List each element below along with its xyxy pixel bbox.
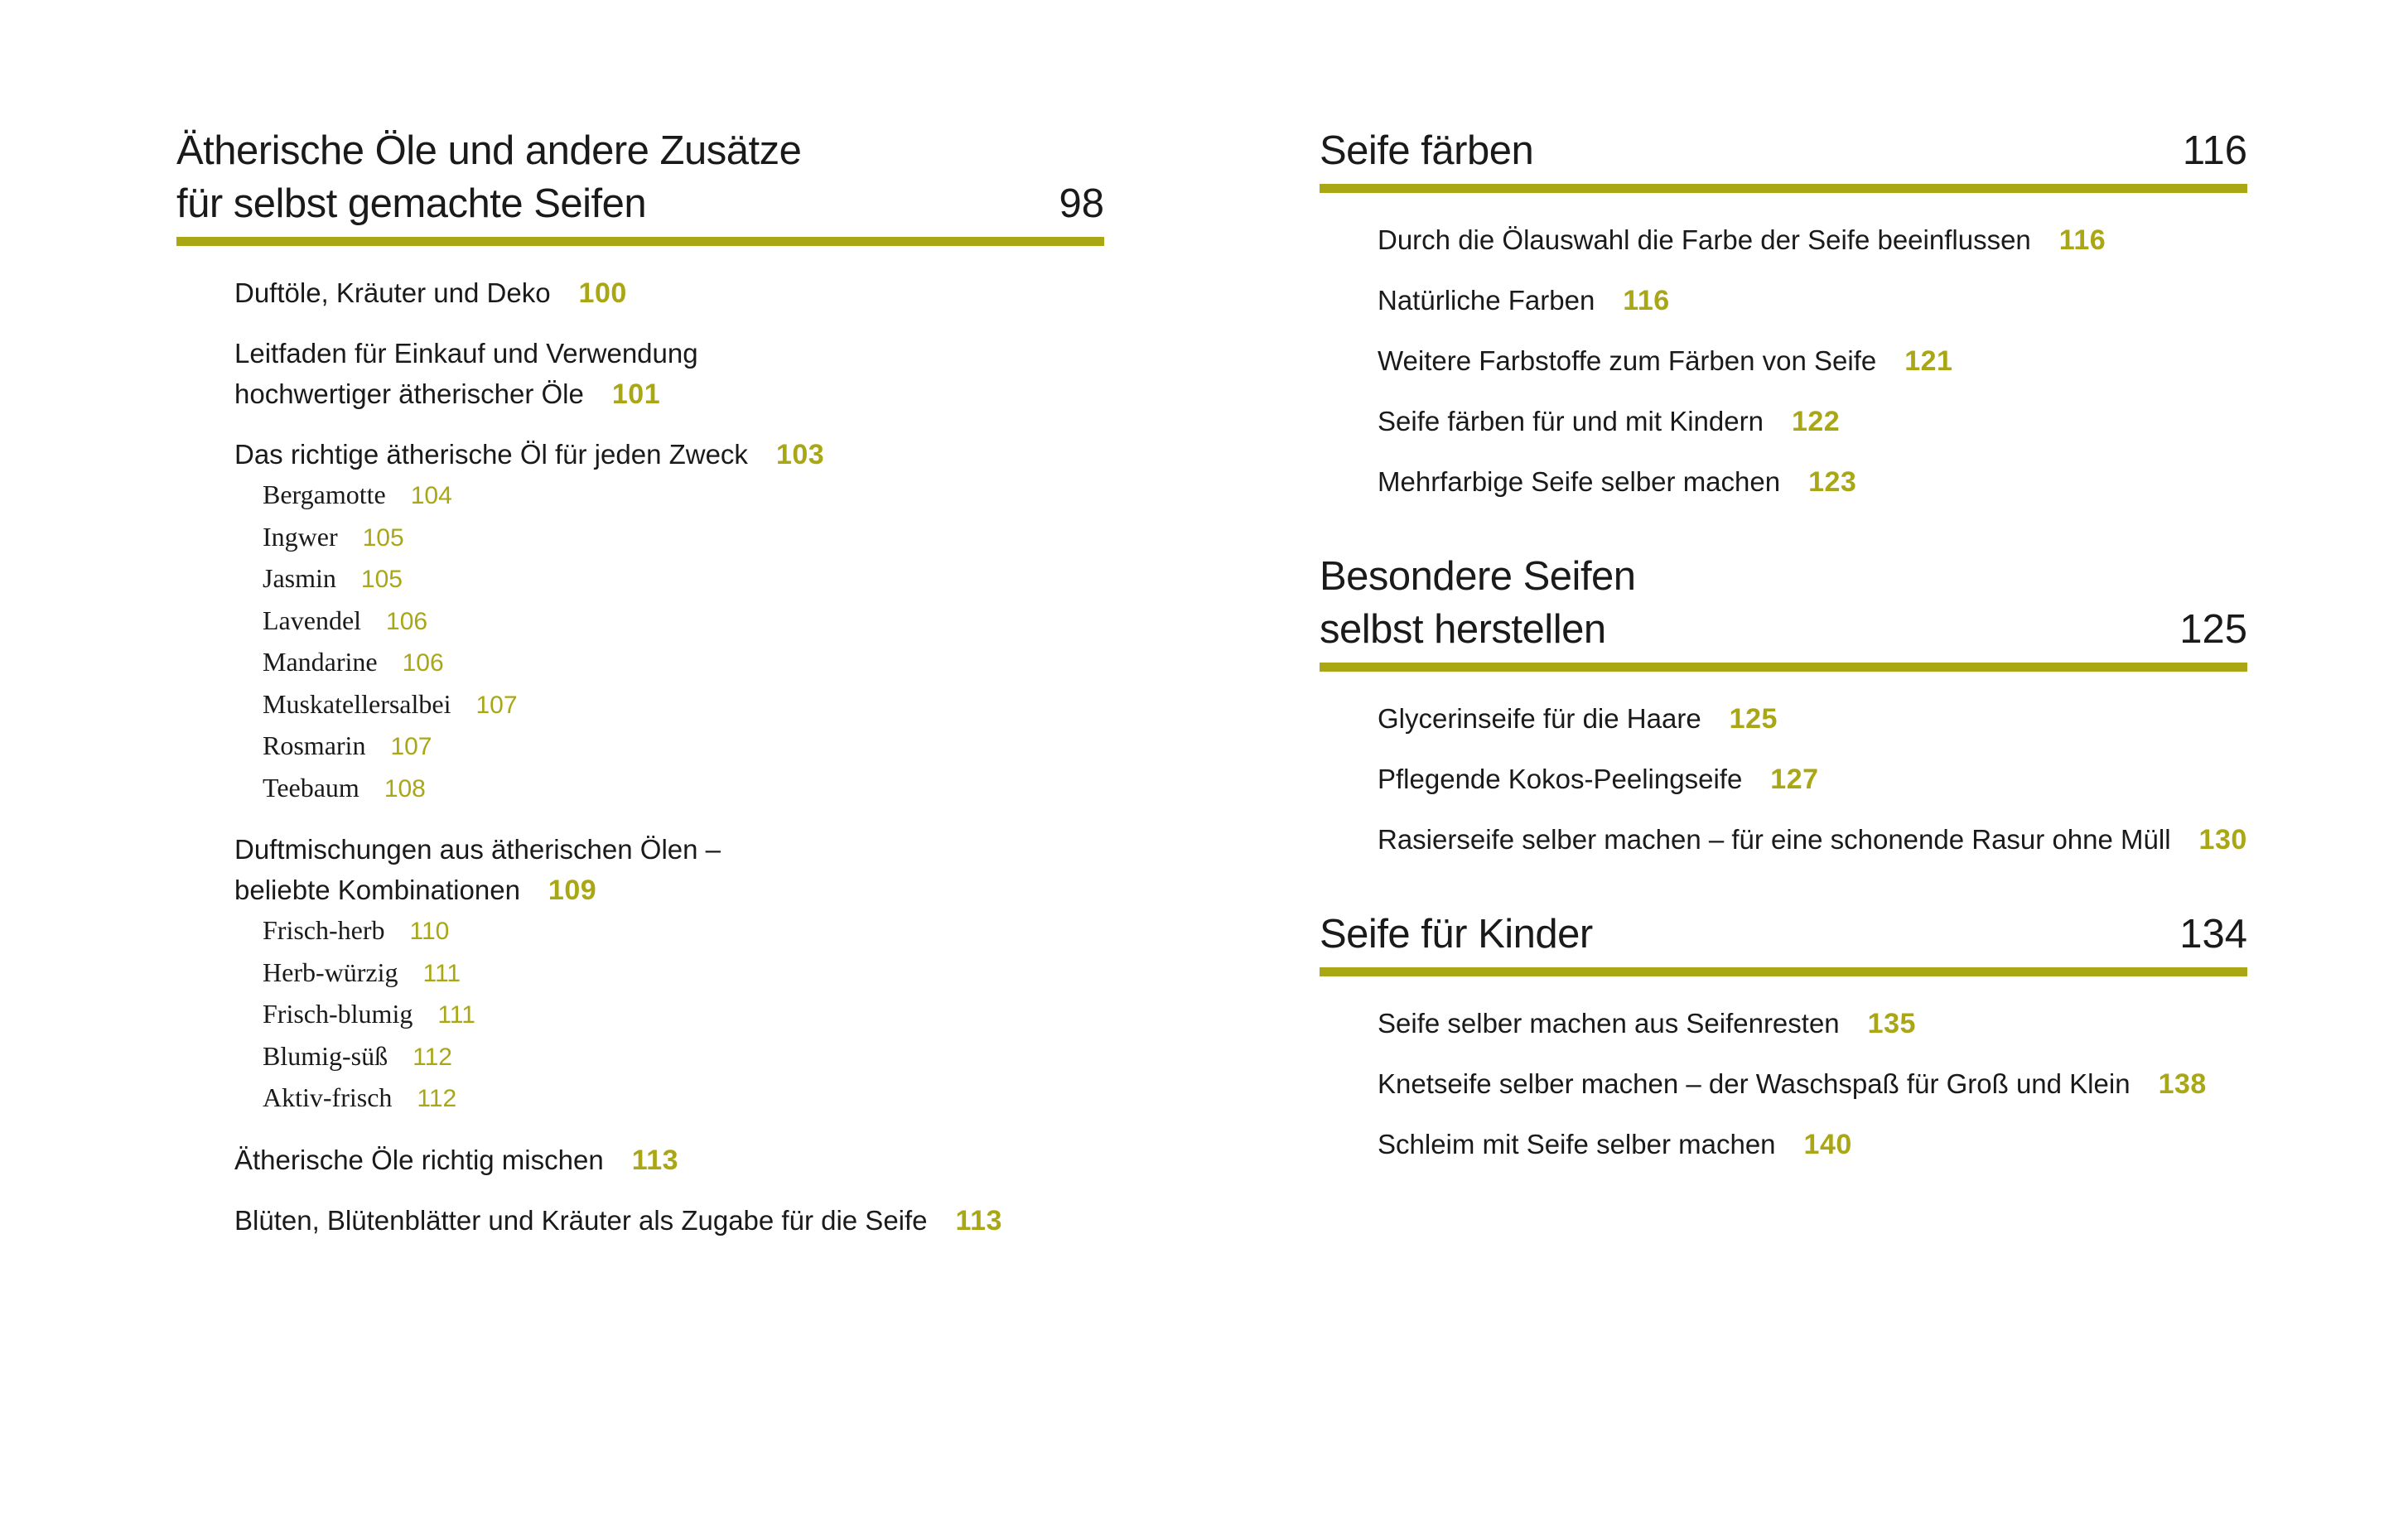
- entry-title[interactable]: Blüten, Blütenblätter und Kräuter als Zugabe für die Seife: [234, 1204, 928, 1236]
- toc-right-column: [1320, 124, 2247, 1212]
- entry-title[interactable]: Rasierseife selber machen – für eine schonende Rasur ohne Müll: [1378, 824, 2171, 855]
- toc-entry[interactable]: [1378, 1003, 2247, 1044]
- entry-title[interactable]: Weitere Farbstoffe zum Färben von Seife: [1378, 345, 1877, 376]
- subentry-title[interactable]: Teebaum: [263, 772, 360, 803]
- entry-line: [1378, 819, 2247, 860]
- entry-page-number: 121: [1904, 345, 1953, 377]
- subentry-page-number: 110: [409, 918, 450, 945]
- entry-page-number: 125: [1729, 703, 1778, 735]
- section-heading: [176, 124, 1104, 246]
- entry-line: [234, 434, 1104, 475]
- toc-subentry[interactable]: [263, 642, 1104, 684]
- entry-page-number: 122: [1791, 406, 1841, 437]
- subentry-title[interactable]: Frisch-blumig: [263, 999, 413, 1029]
- subentry-title[interactable]: Rosmarin: [263, 730, 366, 760]
- entry-line: [1378, 401, 2247, 441]
- section-title[interactable]: Besondere Seifen selbst herstellen: [1320, 554, 1636, 652]
- section-title[interactable]: Ätherische Öle und andere Zusätze für selbst gemachte Seifen: [176, 128, 802, 226]
- subentry-page-number: 111: [422, 959, 461, 987]
- toc-entry[interactable]: [1378, 401, 2247, 441]
- entry-title[interactable]: Leitfaden für Einkauf und Verwendung hochwertiger ätherischer Öle: [234, 338, 698, 409]
- section-page-number: 116: [2182, 128, 2247, 173]
- entry-title[interactable]: Seife selber machen aus Seifenresten: [1378, 1008, 1840, 1039]
- toc-subentry[interactable]: [263, 910, 1104, 952]
- section-page-number: 98: [1059, 181, 1104, 226]
- subentry-page-number: 106: [402, 649, 444, 677]
- toc-left-column: [176, 124, 1104, 1289]
- entry-line: [1378, 219, 2247, 260]
- toc-subentry[interactable]: [263, 725, 1104, 768]
- entry-line: [234, 1140, 1104, 1180]
- toc-entry[interactable]: [234, 1200, 1104, 1241]
- section-heading: [1320, 124, 2247, 193]
- entry-page-number: 138: [2158, 1068, 2207, 1100]
- entry-list: [1320, 219, 2247, 502]
- subentry-page-number: 112: [417, 1085, 457, 1112]
- entry-line: [1378, 461, 2247, 502]
- toc-entry[interactable]: [1378, 759, 2247, 799]
- subentry-page-number: 108: [384, 774, 426, 803]
- subentry-title[interactable]: Herb-würzig: [263, 957, 398, 987]
- toc-subentry[interactable]: [263, 558, 1104, 600]
- entry-line: [234, 272, 1104, 313]
- subentry-title[interactable]: Frisch-herb: [263, 915, 385, 945]
- subentry-title[interactable]: Jasmin: [263, 563, 336, 593]
- entry-page-number: 130: [2198, 824, 2247, 856]
- entry-title[interactable]: Durch die Ölauswahl die Farbe der Seife beeinflussen: [1378, 224, 2031, 255]
- entry-list: [1320, 698, 2247, 860]
- section-heading: [1320, 550, 2247, 672]
- toc-section: [1320, 550, 2247, 860]
- toc-section: [1320, 124, 2247, 502]
- entry-title[interactable]: Knetseife selber machen – der Waschspaß für Groß und Klein: [1378, 1068, 2131, 1099]
- toc-subentry[interactable]: [263, 768, 1104, 810]
- toc-subentry[interactable]: [263, 1036, 1104, 1078]
- subentry-page-number: 112: [413, 1043, 452, 1071]
- subentry-title[interactable]: Mandarine: [263, 647, 378, 677]
- toc-entry[interactable]: [234, 1140, 1104, 1180]
- subentry-list: [234, 910, 1104, 1120]
- subentry-title[interactable]: Lavendel: [263, 605, 362, 635]
- subentry-page-number: 111: [437, 1001, 475, 1029]
- entry-page-number: 127: [1770, 764, 1819, 795]
- toc-entry[interactable]: [234, 333, 1104, 414]
- entry-line: [1378, 1124, 2247, 1164]
- subentry-list: [234, 475, 1104, 809]
- entry-page-number: 101: [611, 378, 661, 410]
- entry-line: [234, 1200, 1104, 1241]
- toc-entry[interactable]: [1378, 698, 2247, 739]
- toc-entry[interactable]: [1378, 819, 2247, 860]
- entry-page-number: 116: [2058, 224, 2106, 256]
- toc-section: [1320, 908, 2247, 1164]
- toc-entry[interactable]: [1378, 1124, 2247, 1164]
- toc-subentry[interactable]: [263, 600, 1104, 643]
- entry-line: [234, 333, 1104, 414]
- subentry-title[interactable]: Ingwer: [263, 521, 338, 552]
- toc-subentry[interactable]: [263, 684, 1104, 726]
- section-page-number: 125: [2179, 607, 2247, 652]
- entry-line: [1378, 1063, 2247, 1104]
- toc-subentry[interactable]: [263, 994, 1104, 1036]
- toc-subentry[interactable]: [263, 952, 1104, 995]
- entry-title[interactable]: Schleim mit Seife selber machen: [1378, 1129, 1776, 1159]
- entry-title[interactable]: Pflegende Kokos-Peelingseife: [1378, 764, 1743, 794]
- entry-title[interactable]: Mehrfarbige Seife selber machen: [1378, 466, 1781, 497]
- toc-entry[interactable]: [234, 272, 1104, 313]
- entry-list: [176, 272, 1104, 1241]
- entry-list: [1320, 1003, 2247, 1164]
- toc-entry[interactable]: [1378, 219, 2247, 260]
- subentry-page-number: 105: [360, 566, 403, 593]
- entry-title[interactable]: Ätherische Öle richtig mischen: [234, 1144, 604, 1175]
- entry-page-number: 116: [1623, 285, 1670, 316]
- toc-subentry[interactable]: [263, 1077, 1104, 1120]
- toc-section: [176, 124, 1104, 1241]
- toc-entry[interactable]: [1378, 280, 2247, 321]
- toc-entry[interactable]: [234, 434, 1104, 809]
- entry-page-number: 100: [578, 277, 627, 309]
- entry-title[interactable]: Seife färben für und mit Kindern: [1378, 406, 1764, 436]
- toc-subentry[interactable]: [263, 517, 1104, 559]
- entry-line: [1378, 1003, 2247, 1044]
- section-title[interactable]: Seife färben: [1320, 128, 1534, 173]
- entry-title[interactable]: Natürliche Farben: [1378, 285, 1595, 316]
- entry-page-number: 103: [775, 439, 825, 470]
- entry-title[interactable]: Das richtige ätherische Öl für jeden Zweck: [234, 439, 748, 470]
- section-title[interactable]: Seife für Kinder: [1320, 912, 1593, 957]
- toc-entry[interactable]: [1378, 1063, 2247, 1104]
- subentry-title[interactable]: Blumig-süß: [263, 1040, 388, 1071]
- section-page-number: 134: [2179, 912, 2247, 957]
- entry-line: [1378, 698, 2247, 739]
- entry-page-number: 113: [631, 1144, 679, 1176]
- entry-line: [234, 829, 1104, 910]
- subentry-title[interactable]: Muskatellersalbei: [263, 688, 451, 719]
- entry-line: [1378, 340, 2247, 381]
- subentry-title[interactable]: Bergamotte: [263, 480, 386, 509]
- subentry-page-number: 105: [362, 523, 404, 552]
- section-heading: [1320, 908, 2247, 976]
- entry-line: [1378, 280, 2247, 321]
- subentry-title[interactable]: Aktiv-frisch: [263, 1082, 393, 1112]
- entry-page-number: 109: [548, 875, 597, 906]
- entry-page-number: 113: [955, 1204, 1002, 1236]
- entry-page-number: 135: [1867, 1008, 1916, 1039]
- toc-subentry[interactable]: [263, 475, 1104, 517]
- entry-title[interactable]: Glycerinseife für die Haare: [1378, 703, 1701, 734]
- subentry-page-number: 107: [390, 733, 432, 760]
- toc-entry[interactable]: [1378, 340, 2247, 381]
- entry-page-number: 123: [1808, 466, 1857, 498]
- entry-title[interactable]: Duftmischungen aus ätherischen Ölen – beliebte Kombinationen: [234, 834, 721, 905]
- entry-page-number: 140: [1803, 1129, 1852, 1160]
- entry-title[interactable]: Duftöle, Kräuter und Deko: [234, 277, 551, 308]
- subentry-page-number: 104: [410, 482, 452, 509]
- toc-entry[interactable]: [234, 829, 1104, 1120]
- entry-line: [1378, 759, 2247, 799]
- subentry-page-number: 106: [386, 607, 428, 635]
- toc-entry[interactable]: [1378, 461, 2247, 502]
- subentry-page-number: 107: [475, 691, 518, 719]
